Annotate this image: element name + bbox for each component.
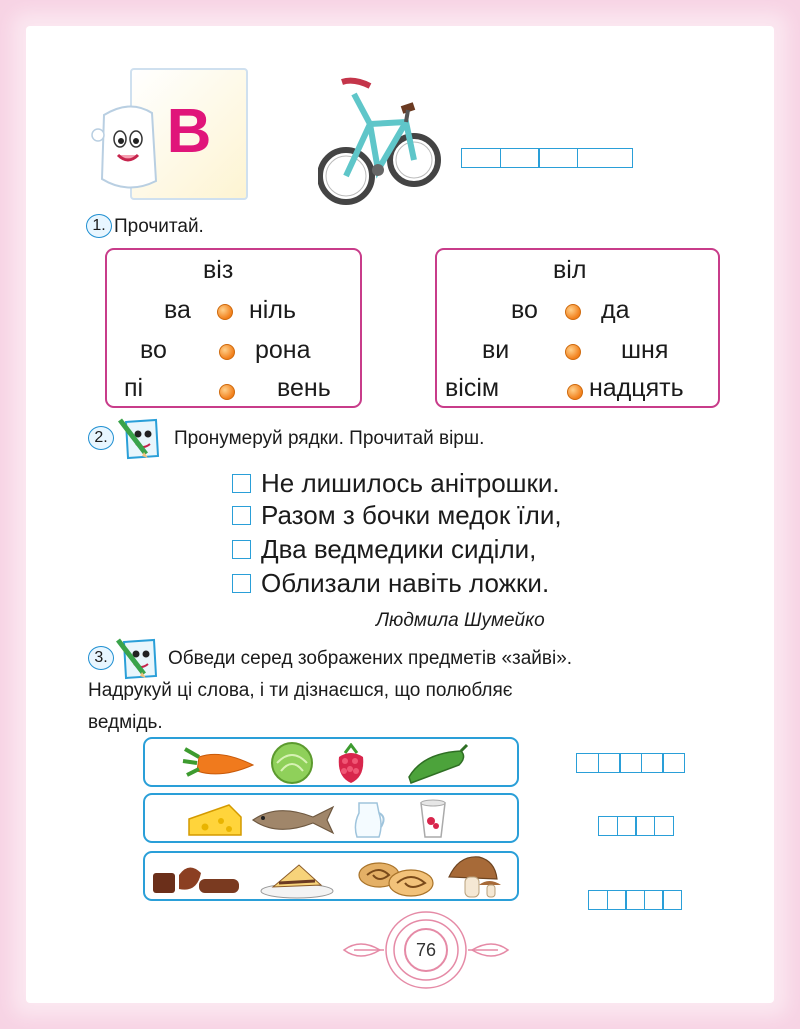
syllable-right: ніль <box>249 296 296 324</box>
connect-dot[interactable] <box>217 304 233 320</box>
connect-dot[interactable] <box>219 344 235 360</box>
letter-v: В <box>166 97 212 166</box>
pencil-book-icon <box>116 416 168 460</box>
object-row-2 <box>143 793 519 843</box>
task-2-number: 2. <box>88 426 114 450</box>
cookies-icon[interactable] <box>355 859 437 899</box>
syllable-left: во <box>511 296 538 324</box>
box-title: віз <box>203 256 234 284</box>
task-3-instruction-line1: Обведи серед зображених предметів «зайві». <box>168 648 573 669</box>
syllable-left: пі <box>124 374 144 402</box>
connect-dot[interactable] <box>565 344 581 360</box>
pencil-book-icon <box>114 636 166 680</box>
poem-line <box>232 468 560 499</box>
answer-cells-row-2[interactable] <box>600 816 674 836</box>
poem-line <box>232 568 549 599</box>
task-1-instruction: Прочитай. <box>114 216 204 237</box>
syllable-right: рона <box>255 336 311 364</box>
connect-dot[interactable] <box>565 304 581 320</box>
poem-text: Разом з бочки медок їли, <box>261 500 562 530</box>
answer-cells-header[interactable] <box>463 148 633 168</box>
task-3-number: 3. <box>88 646 114 670</box>
chocolates-icon[interactable] <box>149 859 241 899</box>
line-number-box[interactable] <box>232 474 251 493</box>
syllable-right: шня <box>621 336 669 364</box>
object-row-1 <box>143 737 519 787</box>
cabbage-icon[interactable] <box>267 741 317 785</box>
poem-line <box>232 500 562 531</box>
milk-jug-icon[interactable] <box>351 797 387 841</box>
poem-author: Людмила Шумейко <box>376 610 545 631</box>
answer-cells-row-1[interactable] <box>578 753 685 773</box>
poem-line <box>232 534 536 565</box>
line-number-box[interactable] <box>232 574 251 593</box>
word-box-right <box>435 248 720 408</box>
syllable-left: вісім <box>445 374 500 402</box>
syllable-right: да <box>601 296 630 324</box>
connect-dot[interactable] <box>219 384 235 400</box>
line-number-box[interactable] <box>232 506 251 525</box>
cucumber-icon[interactable] <box>403 743 473 785</box>
line-number-box[interactable] <box>232 540 251 559</box>
raspberry-icon[interactable] <box>331 743 371 785</box>
cake-slice-icon[interactable] <box>259 857 335 899</box>
carrot-icon[interactable] <box>181 745 257 783</box>
cheese-icon[interactable] <box>185 799 245 841</box>
syllable-left: ви <box>482 336 510 364</box>
word-box-left <box>105 248 362 408</box>
connect-dot[interactable] <box>567 384 583 400</box>
syllable-left: ва <box>164 296 191 324</box>
task-1-number: 1. <box>86 214 112 238</box>
page-number: 76 <box>404 928 448 972</box>
syllable-left: во <box>140 336 167 364</box>
answer-cells-row-3[interactable] <box>590 890 682 910</box>
task-3-instruction-line3: ведмідь. <box>88 712 163 733</box>
poem-text: Облизали навіть ложки. <box>261 568 550 598</box>
syllable-right: вень <box>277 374 331 402</box>
yogurt-icon[interactable] <box>417 797 449 841</box>
task-2-instruction: Пронумеруй рядки. Прочитай вірш. <box>174 428 485 449</box>
poem-text: Не лишилось анітрошки. <box>261 468 560 498</box>
task-3-instruction-line2: Надрукуй ці слова, і ти дізнаєшся, що полюбляє <box>88 680 513 701</box>
syllable-right: надцять <box>589 374 684 402</box>
object-row-3 <box>143 851 519 901</box>
box-title: віл <box>553 256 587 284</box>
mushroom-icon[interactable] <box>445 853 505 901</box>
poem-text: Два ведмедики сиділи, <box>261 534 537 564</box>
paper-mascot-icon <box>90 95 170 205</box>
bicycle-icon <box>318 64 442 212</box>
fish-icon[interactable] <box>247 803 337 837</box>
